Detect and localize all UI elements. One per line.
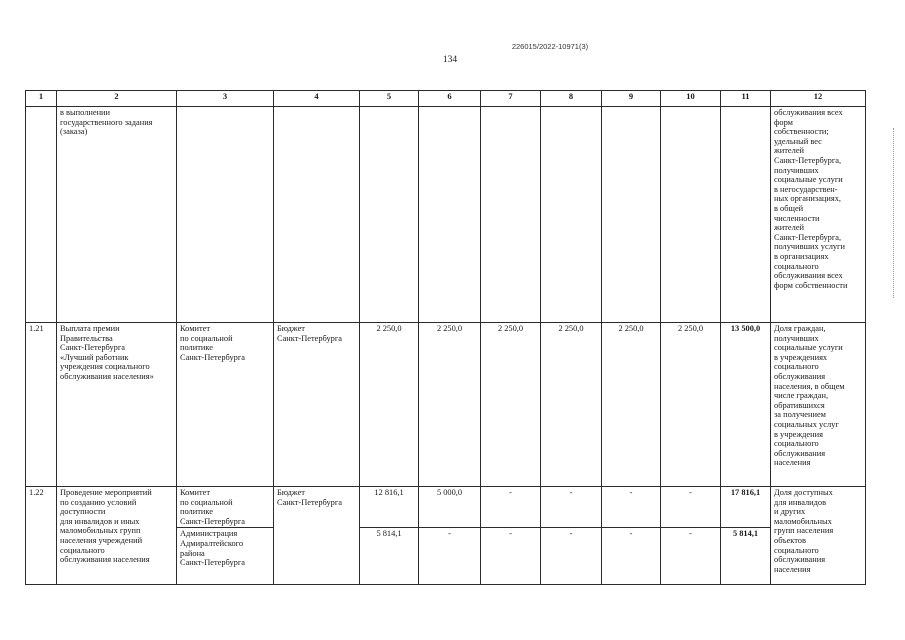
cell-executor: Комитет по социальной политике Санкт-Петербурга [177,487,274,528]
col-header: 5 [360,91,419,107]
cell-measure: Проведение мероприятий по созданию условий доступности для инвалидов и иных маломобильных групп населения учреждений социального обслуживания населения [57,487,177,585]
cell-value: - [481,487,541,528]
col-header: 6 [419,91,481,107]
cell-value: 2 250,0 [602,323,661,487]
cell-value [360,107,419,323]
page-number: 134 [442,55,458,65]
header-row [26,91,866,107]
col-header: 8 [541,91,602,107]
cell-executor [177,107,274,323]
cell-value: 5 000,0 [419,487,481,528]
cell-executor: Комитет по социальной политике Санкт-Петербурга [177,323,274,487]
col-header: 12 [771,91,866,107]
col-header: 11 [721,91,771,107]
cell-value [541,107,602,323]
cell-value [481,107,541,323]
cell-value: 5 814,1 [360,528,419,585]
col-header: 1 [26,91,57,107]
document-id: 226015/2022-10971(3) [511,42,589,51]
table-row [26,323,866,487]
cell-value: 2 250,0 [360,323,419,487]
col-header: 9 [602,91,661,107]
cell-total: 13 500,0 [721,323,771,487]
cell-measure: Выплата премии Правительства Санкт-Петербурга «Лучший работник учреждения социального обслуживания населения» [57,323,177,487]
cell-value: - [602,528,661,585]
col-header: 3 [177,91,274,107]
cell-value [602,107,661,323]
col-header: 2 [57,91,177,107]
cell-value: - [602,487,661,528]
cell-result: обслуживания всех форм собственности; удельный вес жителей Санкт-Петербурга, получивших социальные услуги в негосударствен- ных организациях, в общей численности жителей Санкт-Петербурга, получивших услуги в организациях социального обслуживания всех форм собственности [771,107,866,323]
cell-value: 2 250,0 [481,323,541,487]
cell-executor: Администрация Адмиралтейского района Санкт-Петербурга [177,528,274,585]
cell-result: Доля граждан, получивших социальные услуги в учреждениях социального обслуживания населения, в общем числе граждан, обратившихся за получением социальных услуг в учреждения социального обслуживания населения [771,323,866,487]
cell-number [26,107,57,323]
cell-value: - [481,528,541,585]
cell-source: Бюджет Санкт-Петербурга [274,323,360,487]
cell-value [419,107,481,323]
cell-value: - [661,528,721,585]
table-row [26,487,866,528]
cell-value: 2 250,0 [419,323,481,487]
col-header: 10 [661,91,721,107]
cell-source: Бюджет Санкт-Петербурга [274,487,360,585]
cell-value: 12 816,1 [360,487,419,528]
col-header: 7 [481,91,541,107]
cell-value: - [541,528,602,585]
program-table [25,90,866,585]
scan-edge-mark [893,128,898,298]
cell-source [274,107,360,323]
cell-value: - [541,487,602,528]
col-header: 4 [274,91,360,107]
cell-value: - [661,487,721,528]
cell-total [721,107,771,323]
cell-value: 2 250,0 [661,323,721,487]
cell-number: 1.22 [26,487,57,585]
cell-result: Доля доступных для инвалидов и других маломобильных групп населения объектов социального обслуживания населения [771,487,866,585]
cell-value [661,107,721,323]
cell-total: 5 814,1 [721,528,771,585]
table-row [26,107,866,323]
cell-value: - [419,528,481,585]
cell-number: 1.21 [26,323,57,487]
cell-measure: в выполнении государственного задания (заказа) [57,107,177,323]
cell-value: 2 250,0 [541,323,602,487]
cell-total: 17 816,1 [721,487,771,528]
